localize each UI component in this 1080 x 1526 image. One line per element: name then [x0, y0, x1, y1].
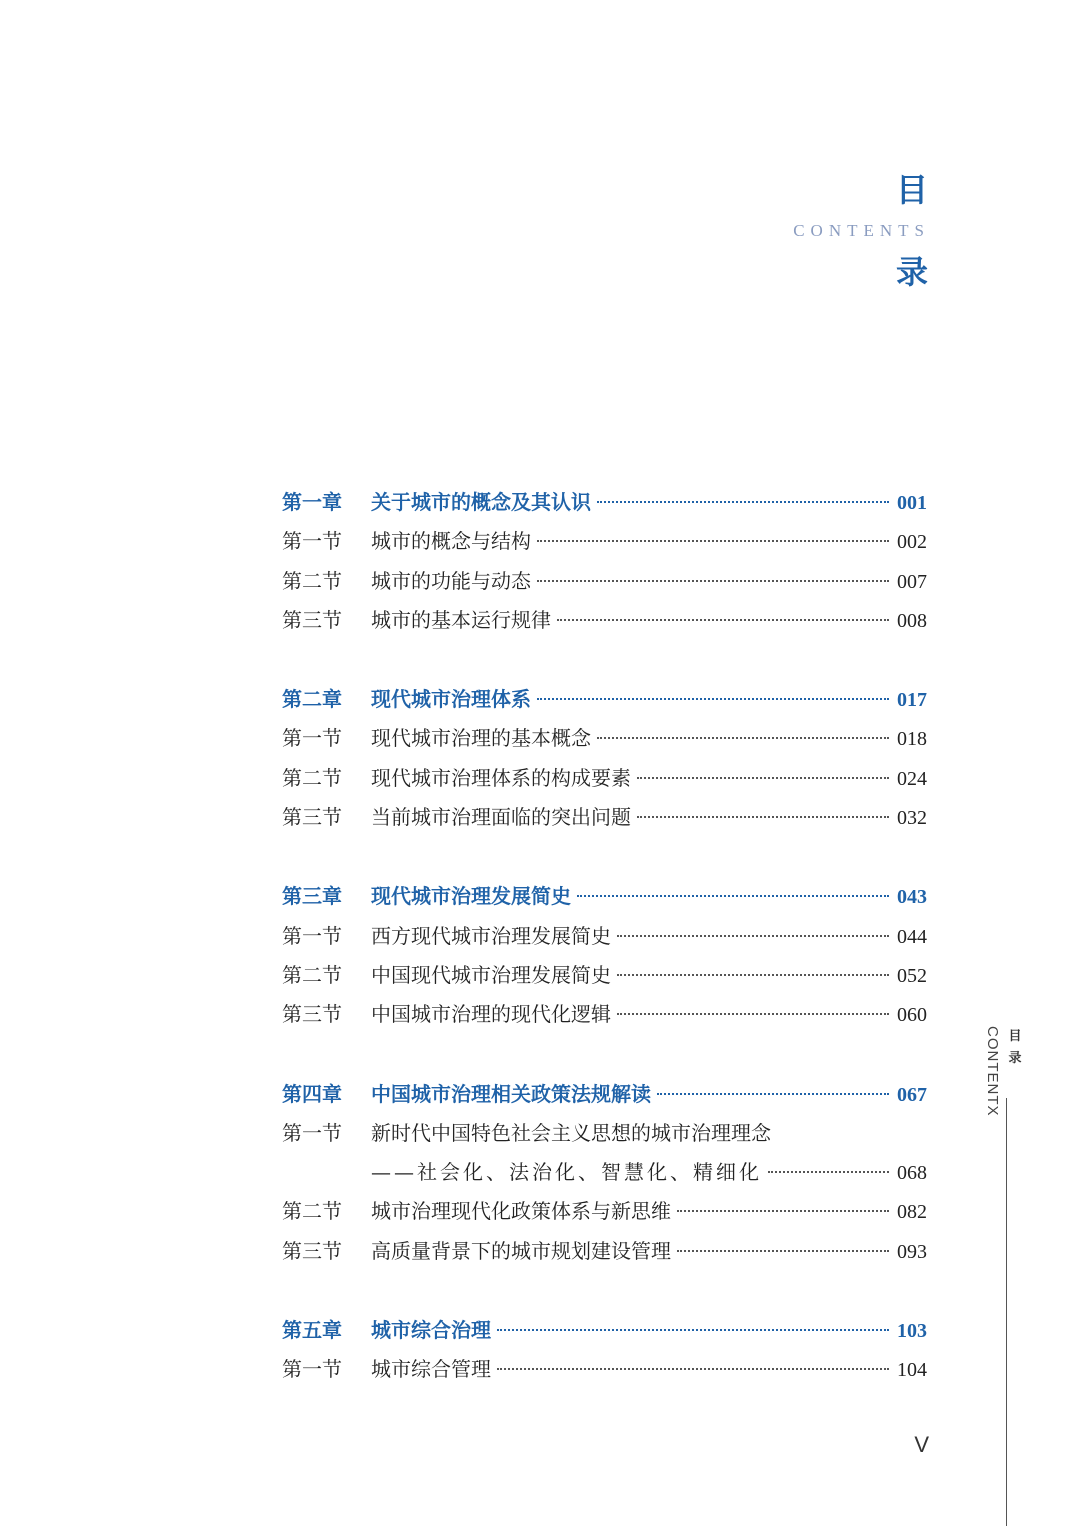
- table-of-contents: [282, 483, 927, 1430]
- dot-leader: [537, 540, 889, 542]
- page-number: 044: [897, 925, 927, 948]
- toc-section-row[interactable]: [282, 522, 927, 561]
- chapter-title: 关于城市的概念及其认识: [371, 490, 591, 514]
- section-label: 第二节: [282, 962, 342, 987]
- section-label: 第一节: [282, 529, 342, 554]
- page-number: 068: [897, 1162, 927, 1185]
- page-folio: V: [914, 1432, 929, 1457]
- dot-leader: [677, 1210, 889, 1212]
- chapter-title: 现代城市治理发展简史: [371, 884, 571, 909]
- chapter-3: [282, 877, 927, 1034]
- section-title: 城市治理现代化政策体系与新思维: [371, 1199, 671, 1224]
- toc-chapter-row[interactable]: [282, 1311, 927, 1350]
- toc-section-row[interactable]: [282, 917, 927, 956]
- dot-leader: [577, 895, 889, 897]
- chapter-title: 现代城市治理体系: [371, 687, 531, 712]
- chapter-label: 第四章: [282, 1081, 342, 1106]
- section-label: 第一节: [282, 1120, 342, 1145]
- page-number: 052: [897, 964, 927, 987]
- page-number: 018: [897, 728, 927, 751]
- dot-leader: [537, 698, 889, 700]
- side-running-head-en: CONTENTX: [984, 1026, 1001, 1117]
- page-number: 093: [897, 1240, 927, 1263]
- dot-leader: [677, 1250, 889, 1252]
- heading-mu: 目: [895, 171, 928, 209]
- toc-section-row[interactable]: [282, 798, 927, 837]
- page-number: 001: [897, 492, 927, 514]
- dot-leader: [617, 974, 889, 976]
- dot-leader: [597, 501, 889, 503]
- page-number: 060: [897, 1004, 927, 1027]
- toc-chapter-row[interactable]: [282, 483, 927, 522]
- dot-leader: [557, 619, 889, 621]
- section-label: 第一节: [282, 726, 342, 751]
- section-subtitle: ——社会化、法治化、智慧化、精细化: [371, 1160, 762, 1185]
- section-label: 第三节: [282, 607, 342, 632]
- section-title: 城市的概念与结构: [371, 529, 531, 554]
- section-title: 中国现代城市治理发展简史: [371, 962, 611, 987]
- side-running-head-cn: 目 录: [1008, 1029, 1022, 1066]
- chapter-4: [282, 1075, 927, 1271]
- section-label: 第二节: [282, 1199, 342, 1224]
- chapter-label: 第五章: [282, 1318, 342, 1343]
- page-number: 024: [897, 767, 927, 790]
- toc-section-row[interactable]: [282, 601, 927, 640]
- section-title: 城市综合管理: [371, 1357, 491, 1382]
- page-number: 103: [897, 1320, 927, 1343]
- section-title: 城市的功能与动态: [371, 568, 531, 593]
- toc-section-row[interactable]: [282, 995, 927, 1034]
- dot-leader: [537, 580, 889, 582]
- toc-section-row[interactable]: [282, 1232, 927, 1271]
- dot-leader: [768, 1171, 889, 1173]
- dot-leader: [637, 777, 889, 779]
- chapter-title: 城市综合治理: [371, 1318, 491, 1343]
- section-label: 第三节: [282, 805, 342, 830]
- heading-contents: CONTENTS: [793, 221, 930, 240]
- section-title: 当前城市治理面临的突出问题: [371, 805, 631, 830]
- section-title: 高质量背景下的城市规划建设管理: [371, 1238, 671, 1263]
- dot-leader: [597, 737, 889, 739]
- toc-subtitle-row[interactable]: [282, 1153, 927, 1192]
- page-number: 067: [897, 1083, 927, 1106]
- section-label: 第三节: [282, 1238, 342, 1263]
- toc-section-row[interactable]: [282, 956, 927, 995]
- dot-leader: [657, 1093, 889, 1095]
- page-number: 082: [897, 1201, 927, 1224]
- chapter-label: 第二章: [282, 687, 342, 712]
- dot-leader: [497, 1368, 889, 1370]
- heading-lu: 录: [895, 253, 928, 291]
- chapter-label: 第一章: [282, 490, 342, 514]
- toc-section-row[interactable]: [282, 562, 927, 601]
- page-number: 017: [897, 689, 927, 712]
- dot-leader: [497, 1329, 889, 1331]
- toc-chapter-row[interactable]: [282, 877, 927, 916]
- toc-chapter-row[interactable]: [282, 1075, 927, 1114]
- page-number: 032: [897, 807, 927, 830]
- section-title: 西方现代城市治理发展简史: [371, 923, 611, 948]
- toc-section-row[interactable]: [282, 1350, 927, 1389]
- page-number: 043: [897, 886, 927, 909]
- chapter-2: [282, 680, 927, 837]
- side-divider: [1006, 1098, 1007, 1526]
- toc-section-row[interactable]: [282, 1192, 927, 1231]
- section-label: 第一节: [282, 923, 342, 948]
- toc-chapter-row[interactable]: [282, 680, 927, 719]
- chapter-5: [282, 1311, 927, 1390]
- dot-leader: [637, 816, 889, 818]
- dot-leader: [617, 1013, 889, 1015]
- section-label: 第三节: [282, 1002, 342, 1027]
- section-title: 现代城市治理体系的构成要素: [371, 765, 631, 790]
- dot-leader: [617, 935, 889, 937]
- section-title: 现代城市治理的基本概念: [371, 726, 591, 751]
- section-title: 新时代中国特色社会主义思想的城市治理理念: [371, 1120, 771, 1145]
- toc-section-row[interactable]: [282, 759, 927, 798]
- page-number: 002: [897, 531, 927, 554]
- chapter-title: 中国城市治理相关政策法规解读: [371, 1081, 651, 1106]
- section-label: 第二节: [282, 568, 342, 593]
- toc-section-row[interactable]: [282, 1114, 927, 1153]
- chapter-label: 第三章: [282, 884, 342, 909]
- section-label: 第一节: [282, 1357, 342, 1382]
- chapter-1: [282, 483, 927, 640]
- section-title: 中国城市治理的现代化逻辑: [371, 1002, 611, 1027]
- page-number: 008: [897, 609, 927, 632]
- section-label: 第二节: [282, 765, 342, 790]
- page-number: 104: [897, 1359, 927, 1382]
- page-number: 007: [897, 570, 927, 593]
- section-title: 城市的基本运行规律: [371, 607, 551, 632]
- toc-section-row[interactable]: [282, 719, 927, 758]
